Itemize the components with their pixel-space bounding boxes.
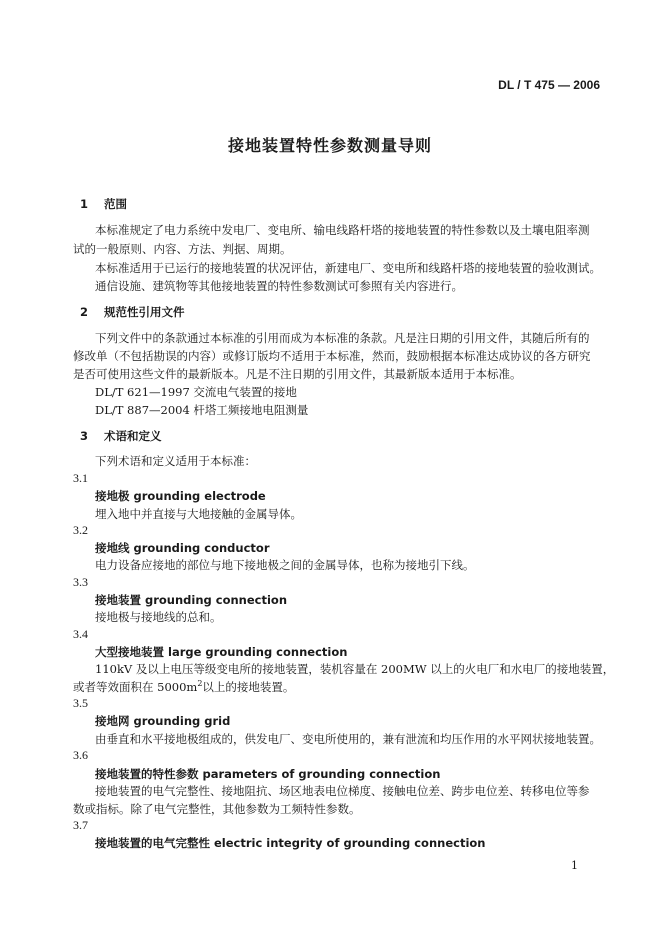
term-heading: 接地极 grounding electrode <box>95 489 266 503</box>
term-number: 3.2 <box>73 523 88 537</box>
term-definition: 接地极与接地线的总和。 <box>95 610 222 624</box>
section-1-heading <box>80 196 127 212</box>
term-definition: 接地装置的电气完整性、接地阻抗、场区地表电位梯度、接触电位差、跨步电位差、转移电位等参 <box>95 784 590 798</box>
section-number: 3 <box>80 429 89 443</box>
paragraph-line: 是否可使用这些文件的最新版本。凡是不注日期的引用文件，其最新版本适用于本标准。 <box>73 367 522 381</box>
term-heading: 接地装置 grounding connection <box>95 593 288 607</box>
paragraph-line: 下列术语和定义适用于本标准： <box>95 454 256 468</box>
paragraph-line: 通信设施、建筑物等其他接地装置的特性参数测试可参照有关内容进行。 <box>95 279 463 293</box>
term-number: 3.7 <box>73 818 88 832</box>
definition-text: 以上的接地装置。 <box>202 680 295 694</box>
term-number: 3.6 <box>73 748 88 762</box>
term-definition: 110kV 及以上电压等级变电所的接地装置，装机容量在 200MW 以上的火电厂和水电厂的接地装置， <box>95 662 615 676</box>
reference-item: DL/T 887—2004 杆塔工频接地电阻测量 <box>95 403 309 417</box>
section-title: 术语和定义 <box>104 429 162 443</box>
term-heading: 接地装置的电气完整性 electric integrity of grounding connection <box>95 836 486 850</box>
section-3-heading <box>80 428 162 444</box>
term-definition: 埋入地中并直接与大地接触的金属导体。 <box>95 507 302 521</box>
section-number: 2 <box>80 305 89 319</box>
definition-text: 或者等效面积在 5000m <box>73 680 198 694</box>
standard-number: DL / T 475 — 2006 <box>498 78 600 92</box>
paragraph-line: 修改单（不包括勘误的内容）或修订版均不适用于本标准，然而，鼓励根据本标准达成协议的各方研究 <box>73 349 591 363</box>
section-title: 规范性引用文件 <box>104 305 185 319</box>
term-number: 3.1 <box>73 471 88 485</box>
paragraph-line: 下列文件中的条款通过本标准的引用而成为本标准的条款。凡是注日期的引用文件，其随后所有的 <box>95 331 590 345</box>
superscript: 2 <box>197 679 203 689</box>
term-definition: 电力设备应接地的部位与地下接地极之间的金属导体，也称为接地引下线。 <box>95 558 475 572</box>
term-number: 3.5 <box>73 696 88 710</box>
term-number: 3.4 <box>73 627 88 641</box>
paragraph-line: 试的一般原则、内容、方法、判据、周期。 <box>73 242 292 256</box>
paragraph-line: 本标准适用于已运行的接地装置的状况评估，新建电厂、变电所和线路杆塔的接地装置的验收测试。 <box>95 261 601 275</box>
page-number: 1 <box>571 859 578 872</box>
section-title: 范围 <box>104 197 128 211</box>
reference-item: DL/T 621—1997 交流电气装置的接地 <box>95 385 297 399</box>
term-heading: 大型接地装置 large grounding connection <box>95 645 348 659</box>
paragraph-line: 本标准规定了电力系统中发电厂、变电所、输电线路杆塔的接地装置的特性参数以及土壤电阻率测 <box>95 223 590 237</box>
section-2-heading <box>80 304 185 320</box>
term-definition: 由垂直和水平接地极组成的，供发电厂、变电所使用的，兼有泄流和均压作用的水平网状接地装置。 <box>95 732 601 746</box>
term-heading: 接地装置的特性参数 parameters of grounding connection <box>95 767 441 781</box>
term-number: 3.3 <box>73 575 88 589</box>
term-definition-continued <box>73 679 294 695</box>
term-heading: 接地网 grounding grid <box>95 714 231 728</box>
document-title: 接地装置特性参数测量导则 <box>227 136 432 155</box>
term-definition-continued: 数或指标。除了电气完整性，其他参数为工频特性参数。 <box>73 802 361 816</box>
section-number: 1 <box>80 197 89 211</box>
term-heading: 接地线 grounding conductor <box>95 541 270 555</box>
